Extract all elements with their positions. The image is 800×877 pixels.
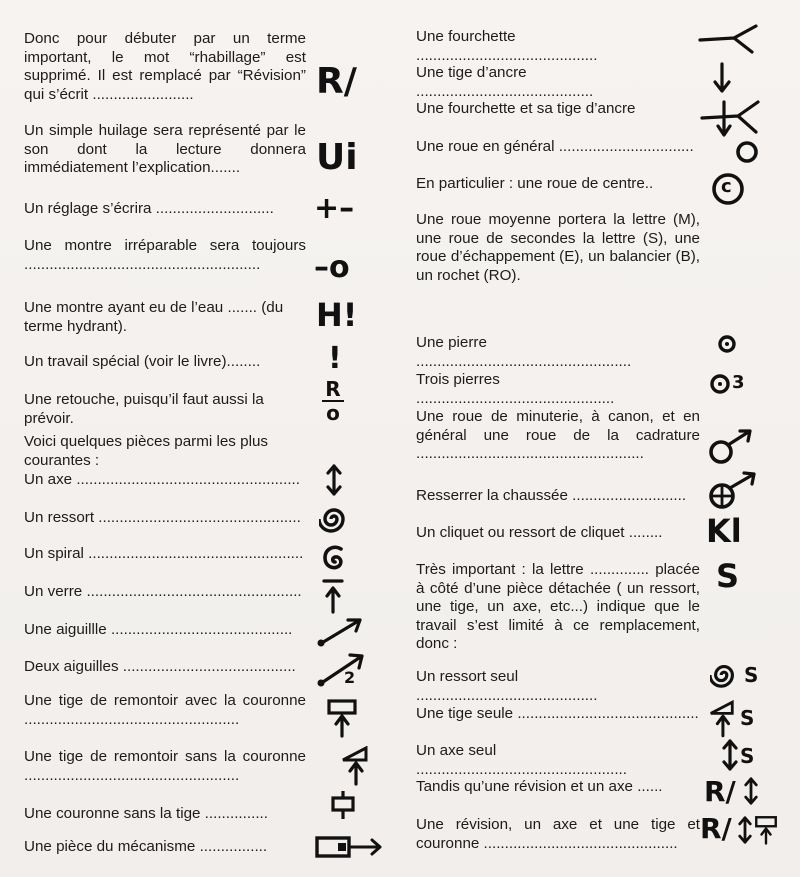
- entry-text: Une roue en général ................................: [416, 138, 694, 155]
- entry-retouche: [24, 391, 306, 428]
- deux-aiguilles-icon: [316, 650, 368, 690]
- entry-couronne: [24, 805, 306, 824]
- entry-text: Deux aiguilles .........................................: [24, 658, 296, 675]
- entry-ressort-seul: [416, 668, 700, 705]
- seul-s-label: S: [744, 663, 759, 687]
- entry-text: Une montre irréparable sera toujours ........................................................: [24, 237, 306, 273]
- roue-centre-icon: [710, 171, 746, 207]
- entry-revision: [24, 30, 306, 104]
- entry-fourchette-tige: [416, 100, 700, 119]
- deux-label: 2: [344, 668, 356, 687]
- lettre-s-symbol: S: [716, 557, 740, 595]
- revision-axe-symbol: [704, 775, 736, 808]
- entry-text: Un réglage s’écrira ............................: [24, 200, 274, 217]
- trois-pierres-icon: [708, 372, 745, 396]
- entry-text: Un spiral ...................................................: [24, 545, 304, 562]
- entry-roue-centre: [416, 175, 700, 194]
- entry-tige-ancre: [416, 64, 700, 101]
- entry-text: Donc pour débuter par un terme important, le mot “rhabillage” est supprimé. Il est remplacé par “Révision” qui s’écrit ........................: [24, 30, 306, 103]
- spiral-icon: [321, 544, 347, 572]
- entry-text: Voici quelques pièces parmi les plus courantes :: [24, 433, 268, 469]
- entry-text: Trois pierres ...............................................: [416, 371, 615, 407]
- revision-symbol: R/: [316, 61, 357, 102]
- special-symbol: !: [328, 341, 342, 376]
- entry-text: Une tige de remontoir sans la couronne ...................................................: [24, 748, 306, 784]
- roue-minuterie-icon: [706, 427, 756, 467]
- retouche-numerator: R: [325, 377, 341, 401]
- revision-mark: R/: [704, 775, 736, 808]
- entry-tige-sans-couronne: [24, 748, 306, 785]
- entry-roue-moyenne: [416, 211, 700, 285]
- retouche-denominator: o: [326, 401, 340, 425]
- entry-text: Un ressort seul ...........................................: [416, 668, 598, 704]
- entry-irreparable: [24, 237, 306, 274]
- entry-text: Un simple huilage sera représenté par le son dont la lecture donnera immédiatement l’explication.......: [24, 122, 306, 176]
- couronne-icon: [330, 789, 356, 821]
- axe-icon: [326, 464, 342, 496]
- entry-trois-pierres: [416, 371, 700, 408]
- entry-text: Une fourchette ...........................................: [416, 28, 598, 64]
- entry-text: Une aiguillle ...........................................: [24, 621, 293, 638]
- entry-ressort: [24, 509, 306, 528]
- entry-axe-seul: [416, 742, 700, 779]
- entry-tige-avec-couronne: [24, 692, 306, 729]
- entry-text: Une révision, un axe et une tige et couronne ..............................................: [416, 816, 700, 852]
- entry-eau: [24, 299, 306, 336]
- entry-huilage: [24, 122, 306, 178]
- axe-icon: [744, 776, 758, 806]
- entry-revision-axe-tige: [416, 816, 700, 853]
- entry-reglage: [24, 200, 306, 219]
- entry-pierre: [416, 334, 700, 371]
- pierre-icon: [716, 333, 738, 355]
- entry-cliquet: [416, 524, 700, 543]
- trois-label: 3: [732, 372, 745, 393]
- entry-text: Une roue moyenne portera la lettre (M), une roue de secondes la lettre (S), une roue d’échappement (E), un balancier (B), un rochet (RO).: [416, 211, 700, 284]
- entry-text: Une fourchette et sa tige d’ancre: [416, 100, 636, 117]
- axe-seul-icon: [722, 738, 755, 772]
- axe-icon: [738, 815, 752, 845]
- tige-sans-couronne-icon: [340, 746, 370, 786]
- entry-text: Une montre ayant eu de l’eau ....... (du terme hydrant).: [24, 299, 284, 335]
- roue-icon: [734, 139, 760, 165]
- chaussee-icon: [706, 470, 760, 512]
- ressort-icon: [319, 504, 349, 534]
- aiguille-icon: [316, 614, 364, 648]
- tige-couronne-icon: [326, 698, 358, 738]
- entry-text: En particulier : une roue de centre..: [416, 175, 654, 192]
- entry-fourchette: [416, 28, 700, 65]
- entry-spiral: [24, 545, 306, 564]
- entry-text: Un axe .....................................................: [24, 471, 300, 488]
- entry-text: Resserrer la chaussée ...........................: [416, 487, 687, 504]
- seul-s-label: S: [740, 744, 755, 768]
- entry-text: Un travail spécial (voir le livre)........: [24, 353, 261, 370]
- entry-text: Une pièce du mécanisme ................: [24, 838, 268, 855]
- entry-text: Une couronne sans la tige ...............: [24, 805, 268, 822]
- entry-text: Un axe seul ..................................................: [416, 742, 627, 778]
- piece-mecanisme-icon: [314, 834, 384, 862]
- eau-symbol: H!: [316, 296, 358, 334]
- entry-text: Une tige seule ...........................................: [416, 705, 699, 722]
- reglage-symbol: +–: [314, 191, 355, 226]
- roue-centre-letter: c: [721, 176, 732, 197]
- huilage-symbol: Ui: [316, 137, 358, 178]
- verre-icon: [322, 578, 344, 614]
- entry-revision-axe: [416, 778, 700, 797]
- entry-text: Une roue de minuterie, à canon, et en général une roue de la cadrature ......................................................: [416, 408, 700, 462]
- entry-text: Une tige de remontoir avec la couronne ...................................................: [24, 692, 306, 728]
- revision-axe-tige-symbol: [700, 812, 732, 845]
- entry-text: Un verre ...................................................: [24, 583, 302, 600]
- ressort-seul-icon: [710, 661, 759, 689]
- entry-text: Une retouche, puisqu’il faut aussi la prévoir.: [24, 391, 264, 427]
- entry-axe: [24, 471, 306, 490]
- tige-ancre-icon: [712, 62, 732, 94]
- entry-deux-aiguilles: [24, 658, 306, 677]
- entry-tige-seule: [416, 705, 700, 724]
- tige-seule-icon: [708, 700, 755, 738]
- entry-verre: [24, 583, 306, 602]
- revision-mark: R/: [700, 812, 732, 845]
- tige-couronne-icon: [754, 813, 778, 847]
- entry-text: Un ressort ................................................: [24, 509, 301, 526]
- fourchette-icon: [698, 24, 760, 54]
- entry-aiguille: [24, 621, 306, 640]
- entry-text: Une tige d’ancre ..........................................: [416, 64, 594, 100]
- entry-pieces-intro: [24, 433, 306, 470]
- entry-roue-minuterie: [416, 408, 700, 464]
- entry-tres-important: [416, 561, 700, 654]
- entry-text: Une pierre ...................................................: [416, 334, 632, 370]
- entry-text: Un cliquet ou ressort de cliquet ........: [416, 524, 663, 541]
- irreparable-symbol: –o: [314, 250, 350, 285]
- seul-s-label: S: [740, 706, 755, 730]
- retouche-symbol: [322, 379, 344, 423]
- cliquet-symbol: Kl: [706, 512, 742, 550]
- entry-text: Très important : la lettre .............. placée à côté d’une pièce détachée ( un ressort, une tige, un axe, etc...) indique que le travail s’est limité à ce remplacement, donc :: [416, 561, 700, 652]
- fourchette-tige-icon: [700, 98, 762, 138]
- entry-roue-general: [416, 138, 700, 157]
- entry-chaussee: [416, 487, 700, 506]
- entry-text: Tandis qu’une révision et un axe ......: [416, 778, 663, 795]
- entry-special: [24, 353, 306, 372]
- entry-piece-mecanisme: [24, 838, 306, 857]
